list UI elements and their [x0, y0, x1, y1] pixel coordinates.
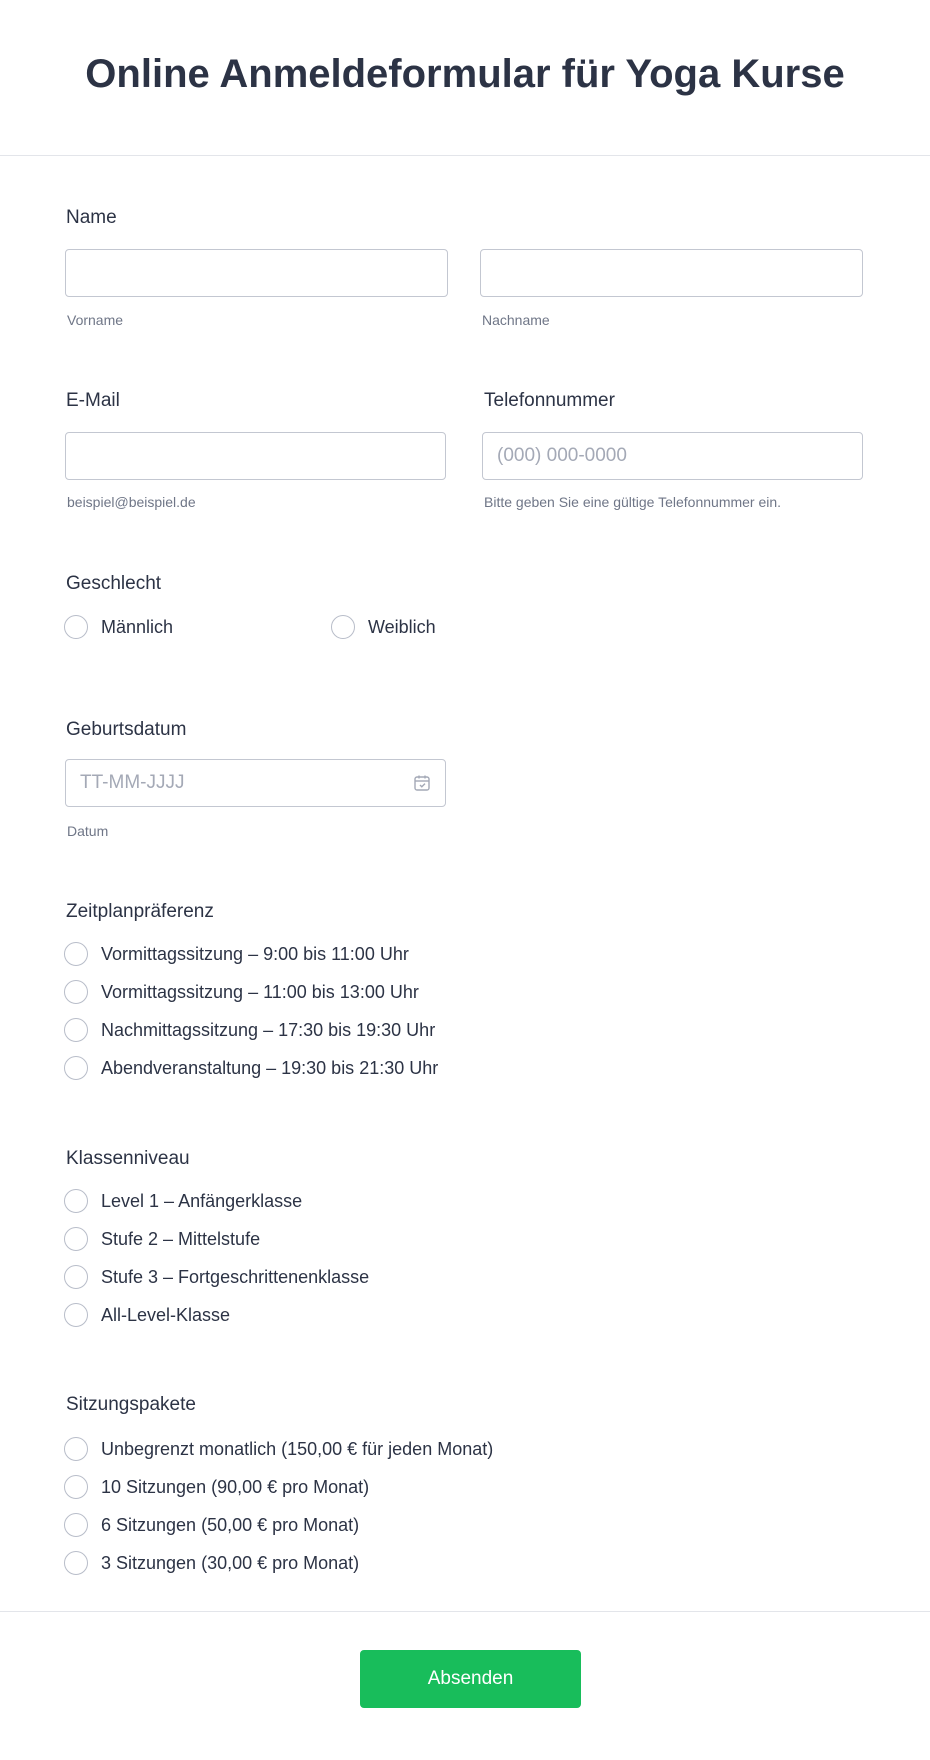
option-label: 10 Sitzungen (90,00 € pro Monat) — [101, 1476, 370, 1497]
packages-options — [64, 1434, 493, 1578]
level-option[interactable] — [64, 1224, 369, 1254]
last-name-input[interactable] — [480, 249, 863, 297]
first-name-sublabel: Vorname — [67, 312, 124, 328]
radio-circle[interactable] — [64, 1056, 88, 1080]
submit-button[interactable]: Absenden — [360, 1650, 581, 1708]
gender-option-male[interactable] — [64, 612, 173, 642]
schedule-option[interactable] — [64, 1053, 438, 1083]
gender-option-female[interactable] — [331, 612, 436, 642]
last-name-sublabel: Nachname — [482, 312, 550, 328]
phone-placeholder: (000) 000-0000 — [497, 445, 627, 466]
birthdate-placeholder: TT-MM-JJJJ — [80, 772, 185, 793]
first-name-input[interactable] — [65, 249, 448, 297]
option-label: Vormittagssitzung – 9:00 bis 11:00 Uhr — [101, 943, 409, 964]
option-label: Nachmittagssitzung – 17:30 bis 19:30 Uhr — [101, 1019, 436, 1040]
phone-sublabel: Bitte geben Sie eine gültige Telefonnummer ein. — [484, 494, 782, 510]
footer-divider — [0, 1611, 930, 1612]
email-label: E-Mail — [66, 390, 120, 411]
option-label: Männlich — [101, 616, 174, 637]
option-label: Stufe 3 – Fortgeschrittenenklasse — [101, 1266, 370, 1287]
package-option[interactable] — [64, 1510, 493, 1540]
schedule-options — [64, 939, 438, 1083]
packages-label: Sitzungspakete — [66, 1394, 196, 1415]
radio-circle[interactable] — [64, 1303, 88, 1327]
option-label: All-Level-Klasse — [101, 1304, 231, 1325]
name-label: Name — [66, 207, 117, 228]
level-option[interactable] — [64, 1300, 369, 1330]
header-divider — [0, 155, 930, 156]
page-title: Online Anmeldeformular für Yoga Kurse — [85, 52, 845, 96]
schedule-option[interactable] — [64, 939, 438, 969]
package-option[interactable] — [64, 1434, 493, 1464]
option-label: Level 1 – Anfängerklasse — [101, 1190, 303, 1211]
radio-circle[interactable] — [64, 1437, 88, 1461]
radio-circle[interactable] — [64, 980, 88, 1004]
radio-circle[interactable] — [331, 615, 355, 639]
option-label: Abendveranstaltung – 19:30 bis 21:30 Uhr — [101, 1057, 439, 1078]
radio-circle[interactable] — [64, 1189, 88, 1213]
level-option[interactable] — [64, 1262, 369, 1292]
birthdate-input[interactable] — [65, 759, 446, 807]
schedule-option[interactable] — [64, 1015, 438, 1045]
radio-circle[interactable] — [64, 1513, 88, 1537]
option-label: 6 Sitzungen (50,00 € pro Monat) — [101, 1514, 360, 1535]
radio-circle[interactable] — [64, 1551, 88, 1575]
schedule-option[interactable] — [64, 977, 438, 1007]
option-label: Vormittagssitzung – 11:00 bis 13:00 Uhr — [101, 981, 419, 1002]
gender-label: Geschlecht — [66, 573, 162, 594]
option-label: Stufe 2 – Mittelstufe — [101, 1228, 261, 1249]
radio-circle[interactable] — [64, 1227, 88, 1251]
radio-circle[interactable] — [64, 615, 88, 639]
package-option[interactable] — [64, 1548, 493, 1578]
option-label: Unbegrenzt monatlich (150,00 € für jeden Monat) — [101, 1438, 494, 1459]
radio-circle[interactable] — [64, 1265, 88, 1289]
option-label: 3 Sitzungen (30,00 € pro Monat) — [101, 1552, 360, 1573]
schedule-label: Zeitplanpräferenz — [66, 901, 214, 922]
level-label: Klassenniveau — [66, 1148, 190, 1169]
radio-circle[interactable] — [64, 1475, 88, 1499]
birthdate-sublabel: Datum — [67, 823, 109, 839]
phone-input[interactable] — [482, 432, 863, 480]
email-input[interactable] — [65, 432, 446, 480]
phone-label: Telefonnummer — [484, 390, 615, 411]
radio-circle[interactable] — [64, 942, 88, 966]
level-option[interactable] — [64, 1186, 369, 1216]
level-options — [64, 1186, 369, 1330]
birthdate-label: Geburtsdatum — [66, 719, 187, 740]
calendar-icon[interactable] — [413, 774, 431, 792]
option-label: Weiblich — [368, 616, 436, 637]
package-option[interactable] — [64, 1472, 493, 1502]
radio-circle[interactable] — [64, 1018, 88, 1042]
email-sublabel: beispiel@beispiel.de — [67, 494, 196, 510]
